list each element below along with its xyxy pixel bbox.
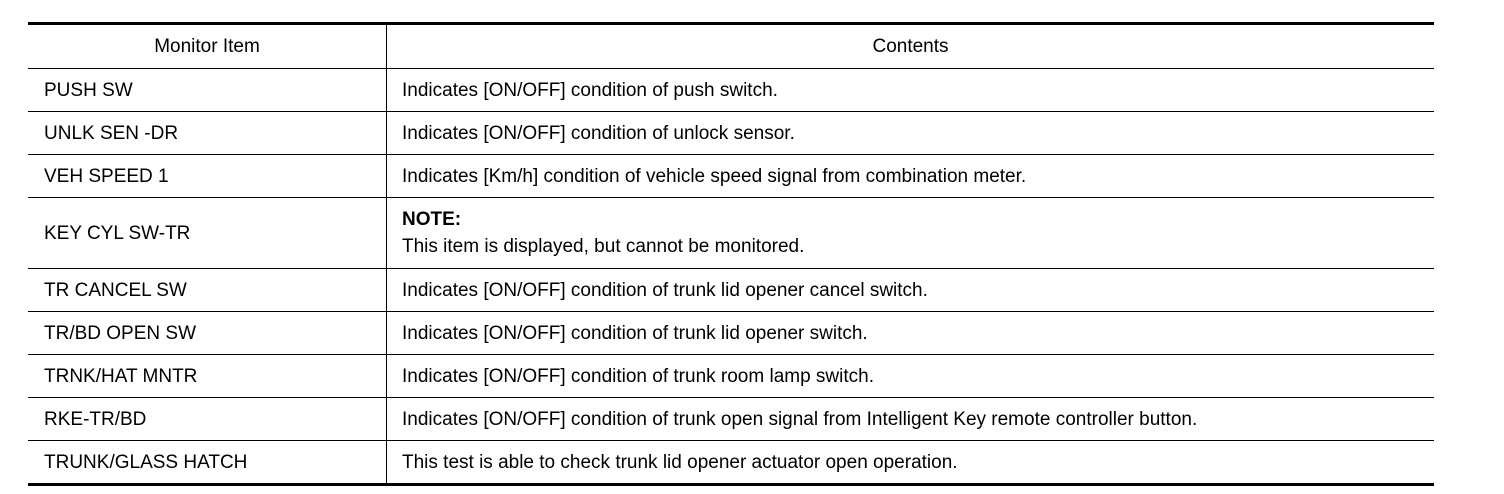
contents-cell: Indicates [Km/h] condition of vehicle speed signal from combination meter. [387, 155, 1435, 198]
monitor-table-container [28, 22, 1434, 486]
table-row [28, 69, 1434, 112]
contents-cell: Indicates [ON/OFF] condition of trunk lid opener cancel switch. [387, 269, 1435, 312]
table-row [28, 398, 1434, 441]
monitor-item-cell: TR/BD OPEN SW [28, 312, 387, 355]
contents-cell: This test is able to check trunk lid opener actuator open operation. [387, 441, 1435, 485]
monitor-item-cell: TRNK/HAT MNTR [28, 355, 387, 398]
contents-cell: Indicates [ON/OFF] condition of push switch. [387, 69, 1435, 112]
contents-cell: Indicates [ON/OFF] condition of trunk lid opener switch. [387, 312, 1435, 355]
monitor-item-cell: PUSH SW [28, 69, 387, 112]
table-row [28, 112, 1434, 155]
monitor-item-cell: TR CANCEL SW [28, 269, 387, 312]
note-title: NOTE: [402, 209, 462, 230]
table-row [28, 355, 1434, 398]
table-header-row [28, 24, 1434, 69]
table-row [28, 155, 1434, 198]
monitor-item-table [28, 22, 1434, 486]
monitor-item-cell: TRUNK/GLASS HATCH [28, 441, 387, 485]
contents-cell [387, 198, 1435, 269]
table-row [28, 198, 1434, 269]
monitor-item-cell: UNLK SEN -DR [28, 112, 387, 155]
monitor-item-cell: VEH SPEED 1 [28, 155, 387, 198]
header-monitor-item: Monitor Item [28, 24, 387, 69]
contents-cell: Indicates [ON/OFF] condition of trunk room lamp switch. [387, 355, 1435, 398]
table-row [28, 312, 1434, 355]
contents-cell: Indicates [ON/OFF] condition of unlock sensor. [387, 112, 1435, 155]
contents-cell: Indicates [ON/OFF] condition of trunk open signal from Intelligent Key remote controller button. [387, 398, 1435, 441]
table-row [28, 441, 1434, 485]
monitor-item-cell: RKE-TR/BD [28, 398, 387, 441]
monitor-item-cell: KEY CYL SW-TR [28, 198, 387, 269]
header-contents: Contents [387, 24, 1435, 69]
note-body: This item is displayed, but cannot be monitored. [402, 236, 805, 257]
table-row [28, 269, 1434, 312]
